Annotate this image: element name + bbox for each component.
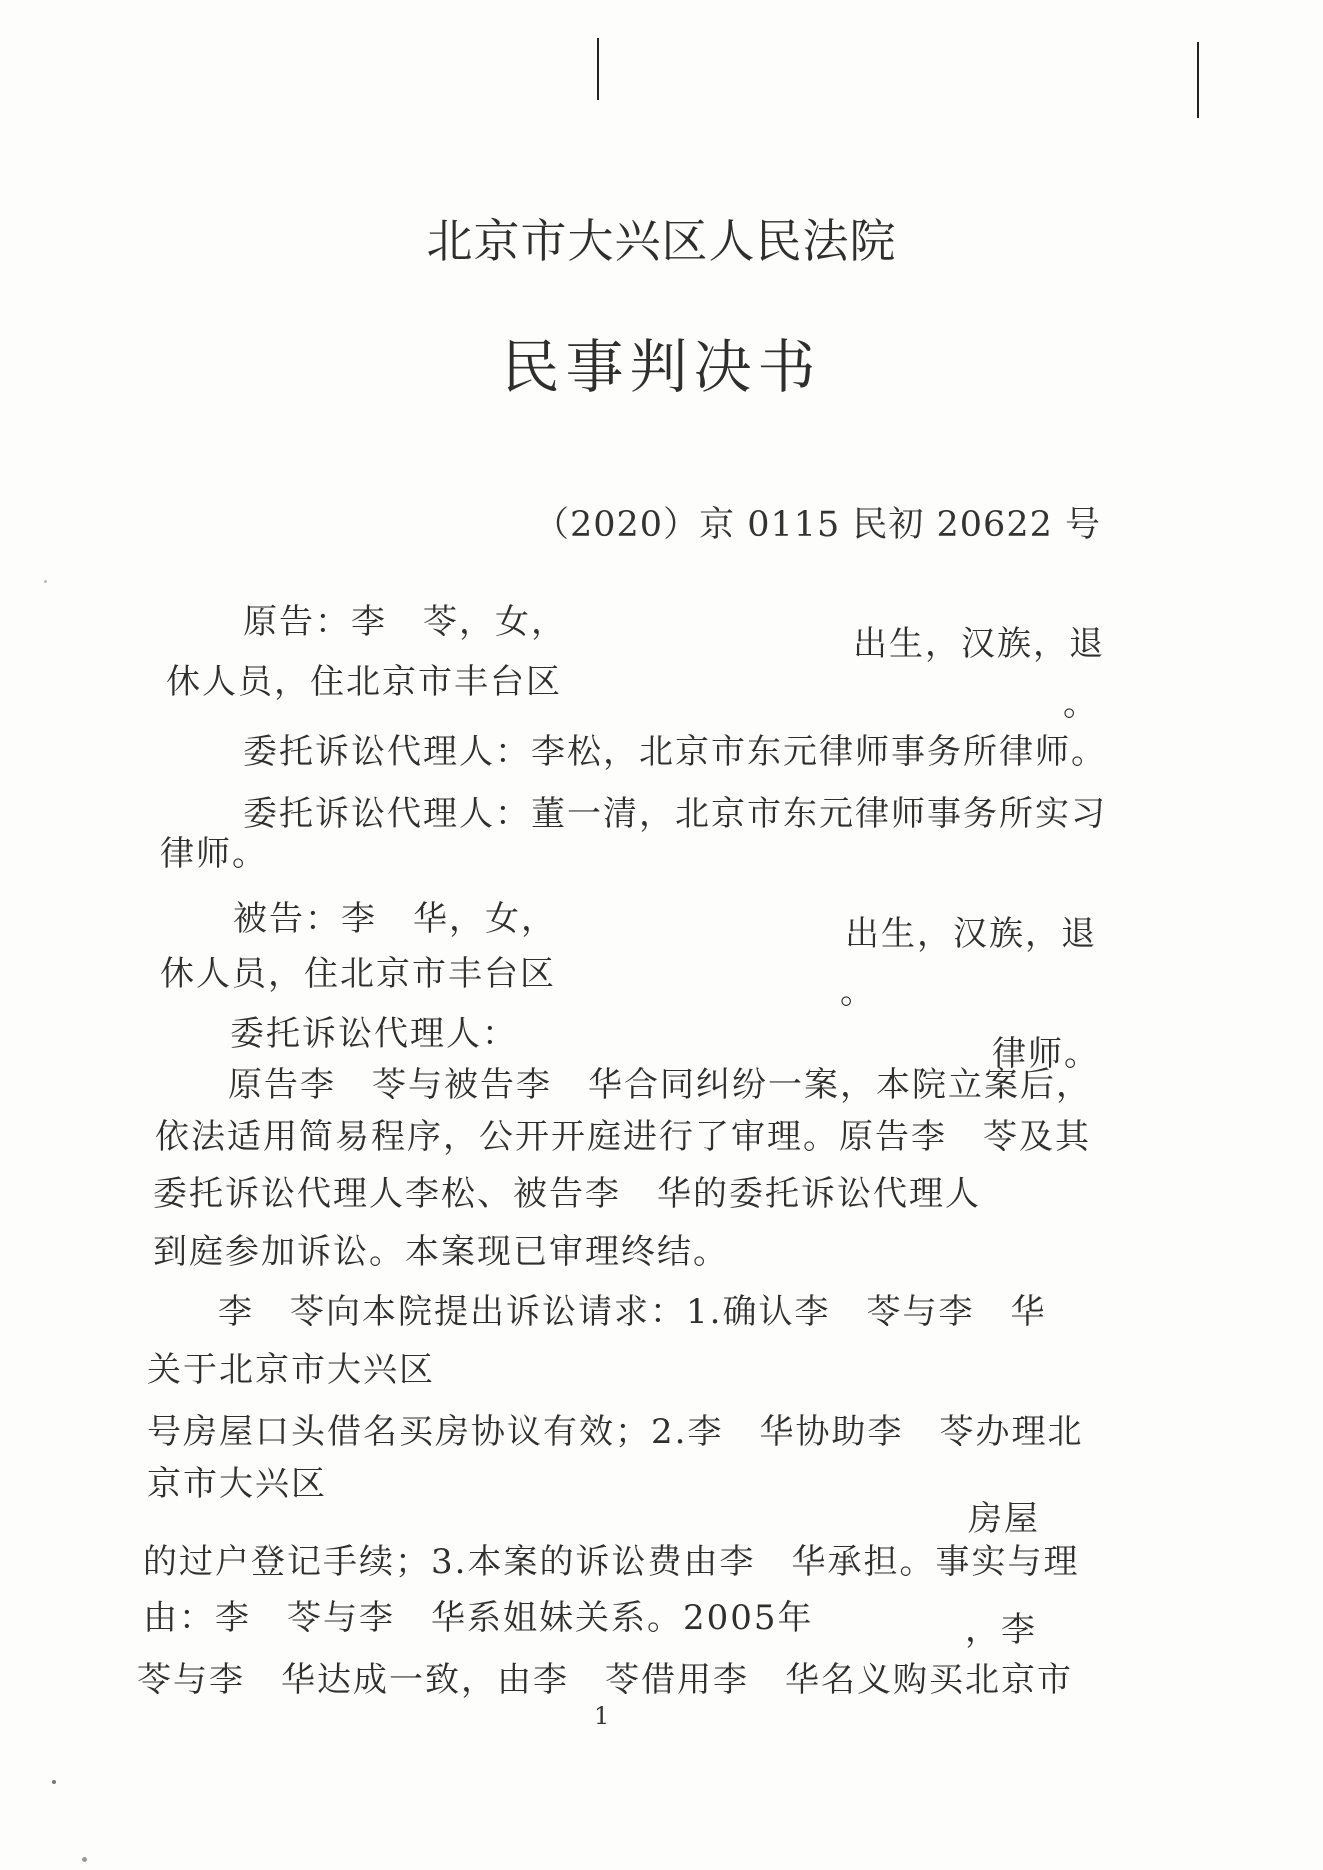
text-line: 被告：李 华，女，	[233, 899, 557, 939]
scan-speck	[52, 1780, 56, 1784]
text-line: 由：李 苓与李 华系姐妹关系。2005年	[143, 1598, 814, 1638]
text-line: 律师。	[992, 1034, 1100, 1074]
text-line: 的过户登记手续；3.本案的诉讼费由李 华承担。事实与理	[143, 1542, 1080, 1582]
text-line: 到庭参加诉讼。本案现已审理终结。	[153, 1232, 729, 1272]
page-number: 1	[594, 1702, 610, 1730]
text-line: 房屋	[968, 1499, 1040, 1539]
text-line: 原告：李 苓，女，	[243, 602, 567, 642]
text-line: 关于北京市大兴区	[147, 1350, 435, 1390]
scan-speck	[82, 1857, 87, 1862]
text-line: 出生，汉族，退	[853, 624, 1105, 664]
text-line: ，李	[965, 1610, 1037, 1650]
text-line: 。	[840, 972, 876, 1012]
document-title: 民事判决书	[501, 333, 822, 401]
text-line: 委托诉讼代理人：董一清，北京市东元律师事务所实习	[243, 794, 1107, 834]
scan-speck	[44, 580, 47, 583]
text-line: 委托诉讼代理人李松、被告李 华的委托诉讼代理人	[153, 1174, 981, 1214]
text-line: 原告李 苓与被告李 华合同纠纷一案，本院立案后，	[228, 1065, 1092, 1105]
binding-mark-left	[597, 38, 599, 100]
text-line: 休人员，住北京市丰台区	[160, 954, 556, 994]
text-line: 委托诉讼代理人：李松，北京市东元律师事务所律师。	[243, 732, 1107, 772]
court-name: 北京市大兴区人民法院	[426, 214, 897, 268]
text-line: 苓与李 华达成一致，由李 苓借用李 华名义购买北京市	[137, 1660, 1073, 1700]
text-line: 李 苓向本院提出诉讼请求：1.确认李 苓与李 华	[218, 1292, 1047, 1332]
text-line: 京市大兴区	[147, 1464, 327, 1504]
text-line: 依法适用简易程序，公开开庭进行了审理。原告李 苓及其	[155, 1117, 1091, 1157]
binding-mark-right	[1197, 42, 1199, 118]
text-line: 出生，汉族，退	[845, 914, 1097, 954]
text-line: 休人员，住北京市丰台区	[166, 662, 562, 702]
text-line: 。	[1063, 684, 1099, 724]
case-number: （2020）京 0115 民初 20622 号	[534, 505, 1101, 545]
text-line: 委托诉讼代理人：	[230, 1014, 518, 1054]
text-line: 律师。	[160, 834, 268, 874]
text-line: 号房屋口头借名买房协议有效；2.李 华协助李 苓办理北	[147, 1412, 1084, 1452]
